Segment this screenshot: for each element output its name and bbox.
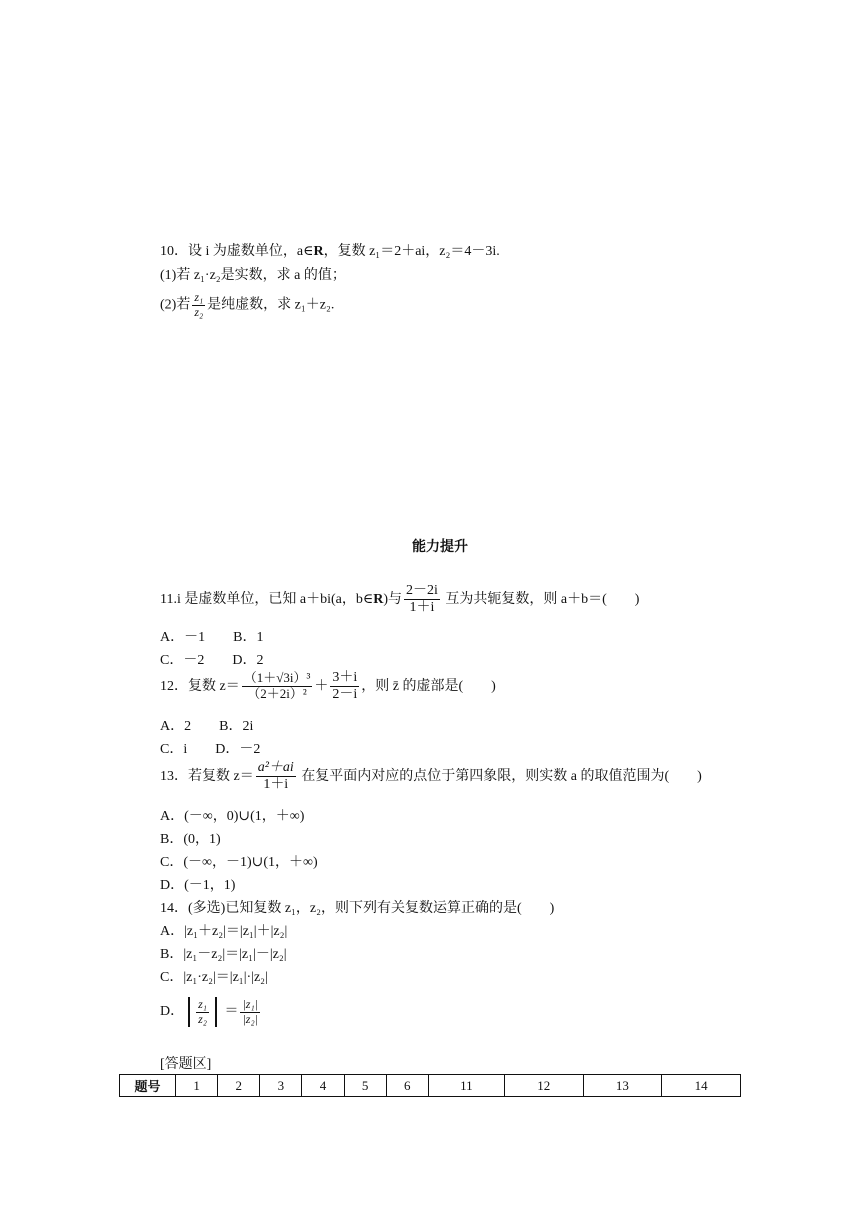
answer-cell-label: 13: [583, 1075, 662, 1097]
answer-cell-label: 11: [428, 1075, 504, 1097]
q12-options-row1: A．2 B．2i: [160, 719, 254, 734]
q10-stem: 10．设 i 为虚数单位，a∈R，复数 z₁＝2＋ai，z₂＝4－3i.: [160, 244, 500, 259]
q12-fraction-1: $\frac{\text{（1＋√3i）³}}{\text{（2＋2i）²}}$: [243, 670, 311, 702]
answer-table: [119, 1074, 741, 1097]
table-row: [120, 1075, 741, 1097]
q12-options-row2: C．i D．－2: [160, 742, 261, 757]
q13-stem: 13．若复数 z＝ $\frac{\text{a²＋ai}}{1+i}$ 在复平面内对应的点位于第四象限，则实数 a 的取值范围为( ): [160, 760, 702, 793]
q14-d-fraction-right: $\frac{\text{|z₁|}}{\text{|z₂|}}$: [242, 996, 258, 1026]
q12-fraction-2: $\frac{3+i}{2-i}$: [332, 670, 358, 703]
q11-options-row1: A．－1 B．1: [160, 630, 264, 645]
q13-option-a: A．(－∞，0)∪(1，＋∞): [160, 809, 305, 824]
q13-option-d: D．(－1，1): [160, 878, 236, 893]
answer-cell-label: 1: [176, 1075, 218, 1097]
q12-stem: 12．复数 z＝ $\frac{\text{（1＋√3i）³}}{\text{（2＋2i）²}}$ ＋ $\frac{3+i}{2-i}$ ，则 z̄ 的虚部是( ): [160, 670, 496, 703]
answer-cell-label: 5: [344, 1075, 386, 1097]
q13-fraction: $\frac{\text{a²＋ai}}{1+i}$: [257, 760, 294, 793]
answer-cell-label: 4: [302, 1075, 344, 1097]
answer-table-header: 题号: [120, 1075, 176, 1097]
section-title: 能力提升: [412, 539, 468, 555]
answer-area-label: [答题区]: [160, 1057, 212, 1072]
q14-option-c: C．|z₁·z₂|＝|z₁|·|z₂|: [160, 970, 268, 985]
q11-options-row2: C．－2 D．2: [160, 653, 264, 668]
q14-option-a: A．|z₁＋z₂|＝|z₁|＋|z₂|: [160, 924, 288, 939]
q14-d-fraction-left: $\frac{\text{z₁}}{\text{z₂}}$: [198, 996, 207, 1026]
q13-option-b: B．(0，1): [160, 832, 221, 847]
q10-part1: (1)若 z₁·z₂是实数，求 a 的值；: [160, 268, 346, 283]
answer-cell-label: 12: [504, 1075, 583, 1097]
q14-option-d: D． $\frac{\text{z₁}}{\text{z₂}}$ ＝ $\frac{\text{|z₁|}}{\text{|z₂|}}$: [160, 996, 258, 1026]
answer-cell-label: 14: [662, 1075, 741, 1097]
answer-cell-label: 3: [260, 1075, 302, 1097]
q11-fraction: $\frac{2-2i}{1+i}$: [406, 583, 438, 616]
q14-stem: 14．(多选)已知复数 z₁，z₂，则下列有关复数运算正确的是( ): [160, 901, 555, 916]
q13-option-c: C．(－∞，－1)∪(1，＋∞): [160, 855, 318, 870]
abs-bar-left: [188, 997, 190, 1027]
q10-fraction: $\frac{\text{z₁}}{\text{z₂}}$: [194, 290, 204, 319]
abs-bar-right: [215, 997, 217, 1027]
q11-stem: 11.i 是虚数单位，已知 a＋bi(a，b∈R)与 $\frac{2-2i}{1+i}$ 互为共轭复数，则 a＋b＝( ): [160, 583, 640, 616]
q10-part2: (2)若 $\frac{\text{z₁}}{\text{z₂}}$ 是纯虚数，求 z₁＋z₂.: [160, 290, 335, 319]
answer-cell-label: 2: [218, 1075, 260, 1097]
answer-cell-label: 6: [386, 1075, 428, 1097]
q14-option-b: B．|z₁－z₂|＝|z₁|－|z₂|: [160, 947, 287, 962]
